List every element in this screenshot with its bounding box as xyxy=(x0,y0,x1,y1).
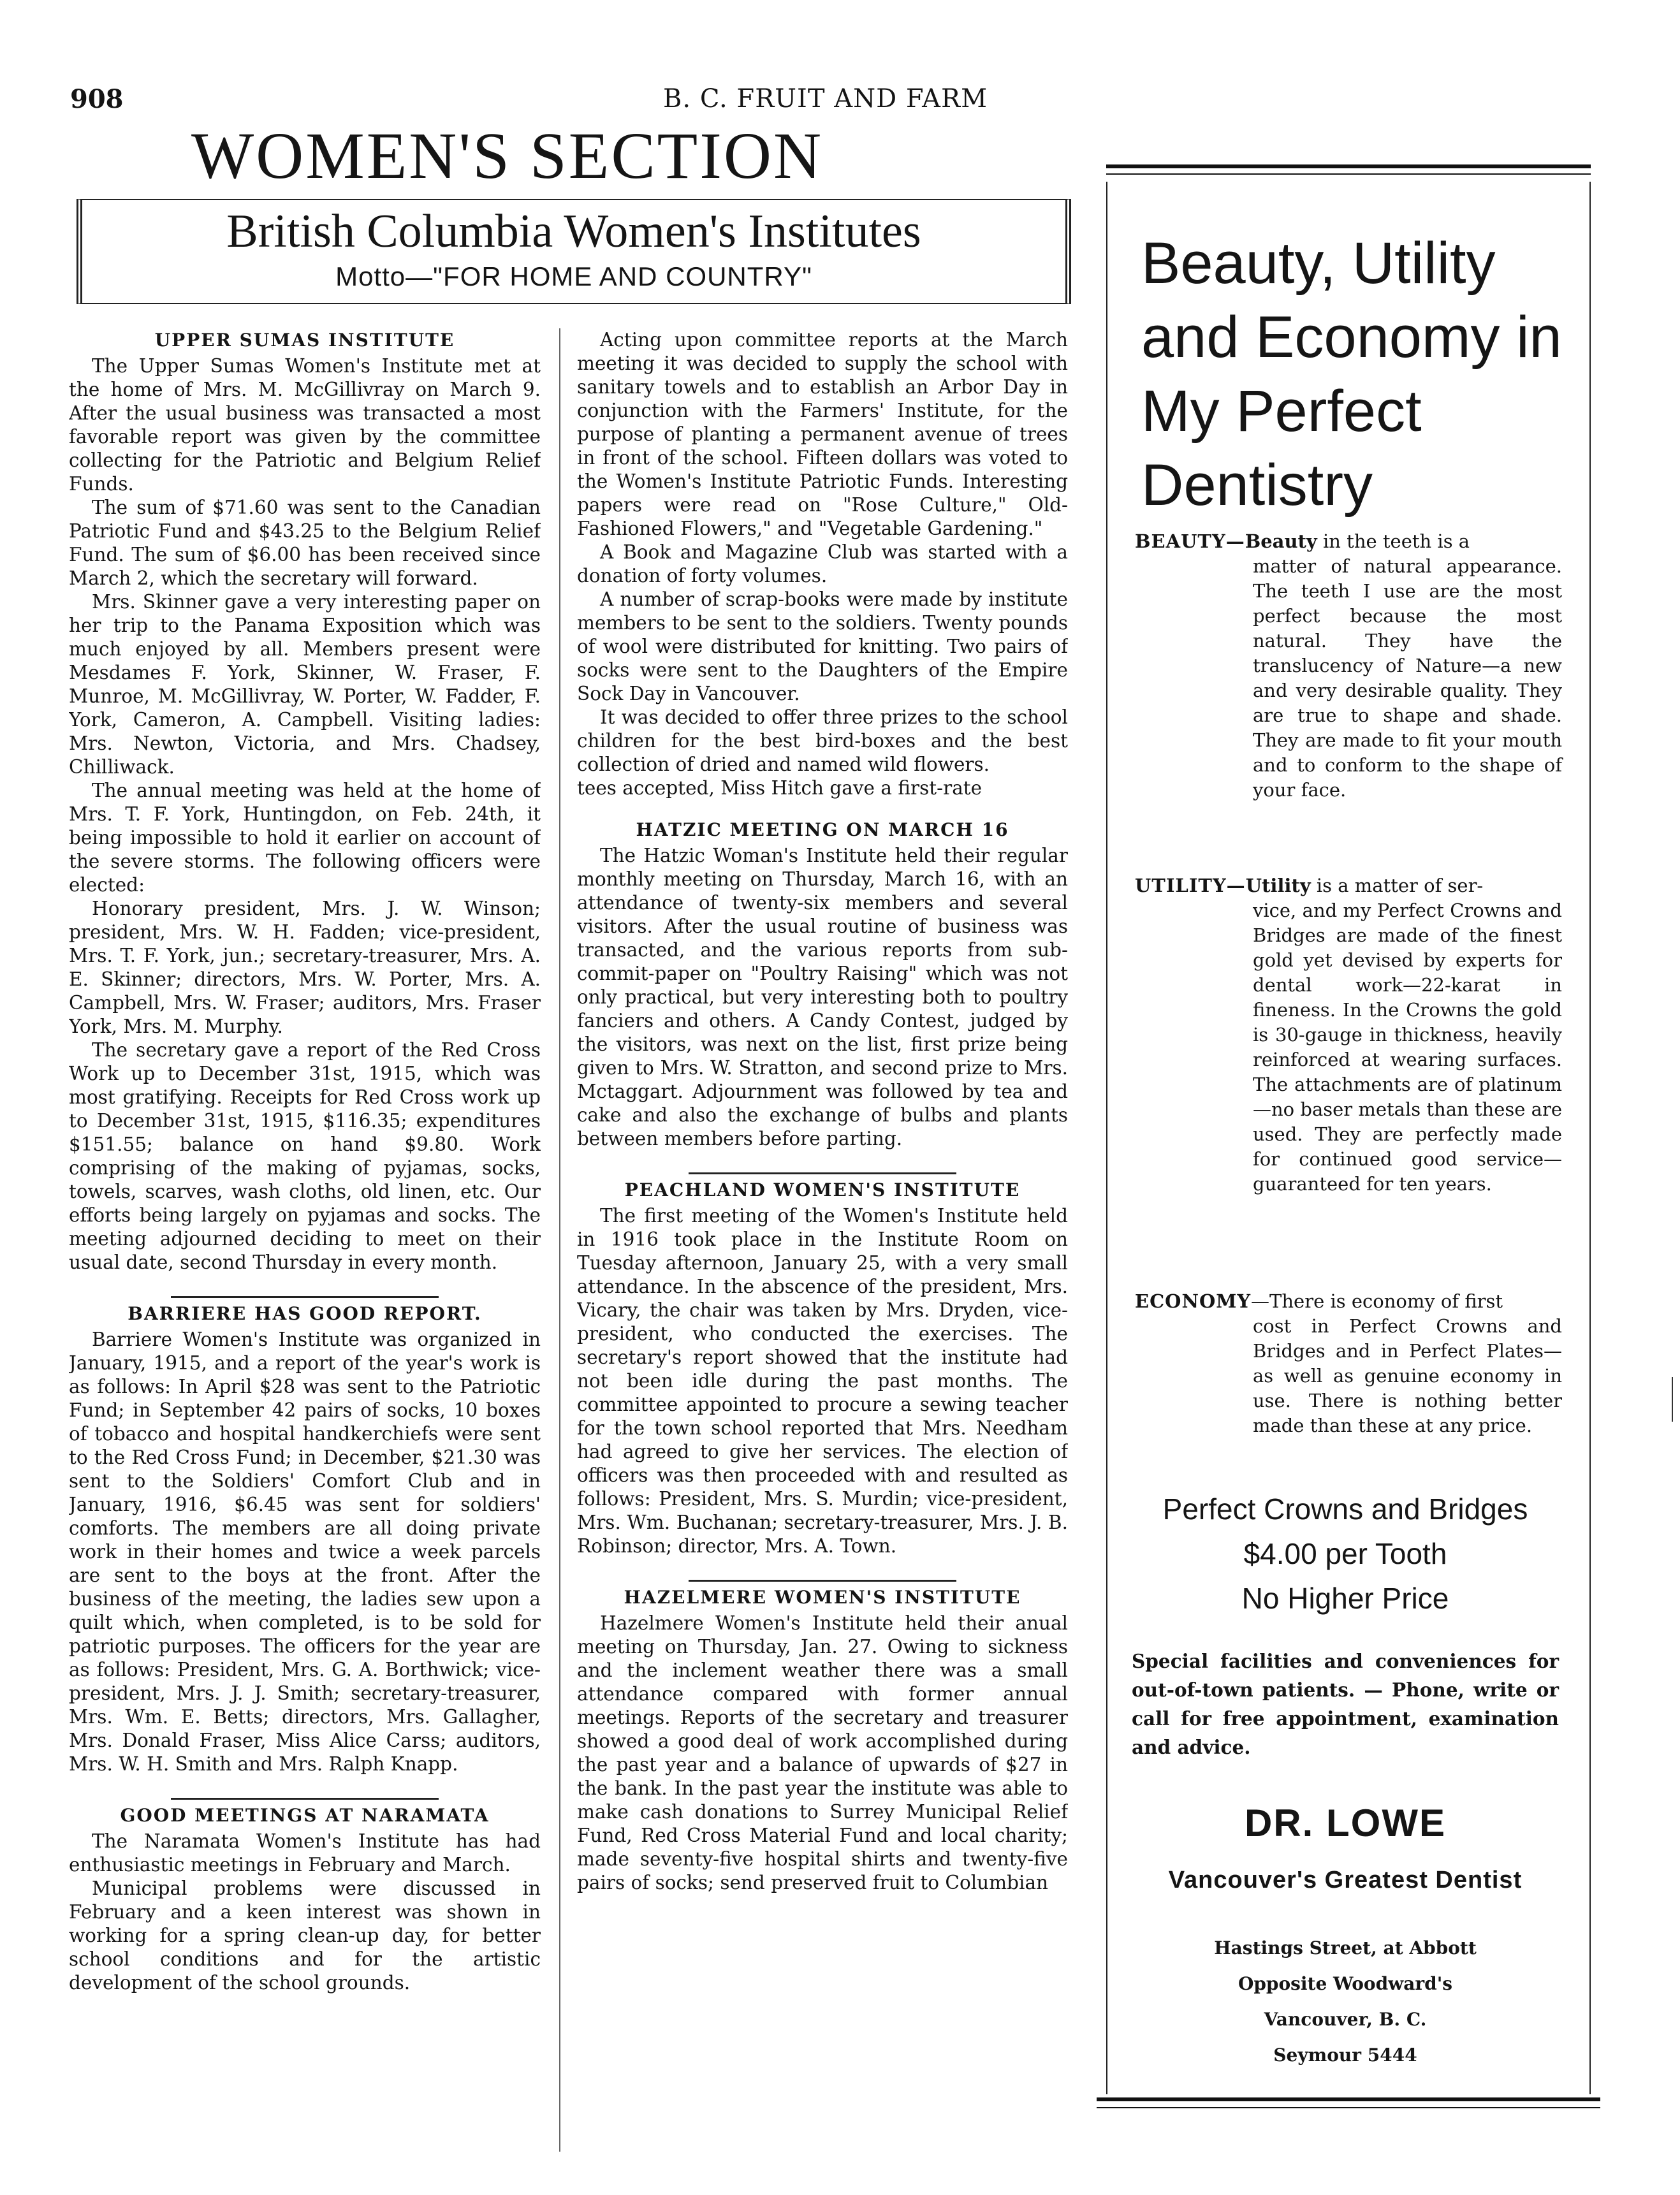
article-heading-naramata: GOOD MEETINGS AT NARAMATA xyxy=(120,1805,490,1826)
article-heading-hatzic: HATZIC MEETING ON MARCH 16 xyxy=(636,819,1009,840)
ad-lead: Beauty xyxy=(1245,530,1317,552)
offer-price: $4.00 per Tooth xyxy=(1243,1537,1447,1570)
paragraph: A Book and Magazine Club was started with a donation of forty volumes. xyxy=(577,541,1068,587)
facilities-text: Special facilities and conveniences for out-of-town patients. — Phone, write or call for free appointment, examination and advice. xyxy=(1132,1650,1559,1758)
ad-lead: Utility xyxy=(1245,875,1311,896)
paragraph: The annual meeting was held at the home of Mrs. T. F. York, Huntingdon, on Feb. 24th, it being impossible to hold it earlier on account of the severe storms. The following officers were elected: xyxy=(69,780,541,896)
offer-line: No Higher Price xyxy=(1241,1582,1449,1615)
ad-text-first: —There is economy of first xyxy=(1251,1290,1503,1312)
ad-text-rest: cost in Perfect Crowns and Bridges and in Perfect Plates—as well as genuine economy in use. There is nothing better made than these at any price. xyxy=(1253,1315,1562,1436)
price-offer xyxy=(1122,1487,1568,1621)
phone-number: Seymour 5444 xyxy=(1273,2045,1417,2066)
ad-text-rest: vice, and my Perfect Crowns and Bridges are made of the finest gold yet devised by experts for dental work—22-karat in fineness. In the Crowns the gold is 30-gauge in thickness, heavily reinforced at wearing surfaces. The attachments are of platinum—no baser metals than these are used. They are perfectly made for continued good service—guaranteed for ten years. xyxy=(1253,900,1562,1195)
dentist-tagline: Vancouver's Greatest Dentist xyxy=(1168,1867,1523,1893)
article-column-2 xyxy=(577,328,1068,2164)
paragraph: The Upper Sumas Women's Institute met at the home of Mrs. M. McGillivray on March 9. After the usual business was transacted a most favorable report was given by the committee collecting for the Patriotic and Belgium Relief Funds. xyxy=(69,355,541,495)
section-divider xyxy=(171,1296,439,1298)
paragraph: Mrs. Skinner gave a very interesting paper on her trip to the Panama Exposition which was much enjoyed by all. Members present were Mesdames F. York, Skinner, W. Fraser, F. Munroe, M. McGillivray, W. Porter, W. Fadder, F. York, Cameron, A. Campbell. Visiting ladies: Mrs. Newton, Victoria, and Mrs. Chadsey, Chilliwack. xyxy=(69,591,541,778)
paragraph: The Hatzic Woman's Institute held their regular monthly meeting on Thursday, March 16, with an attendance of twenty-six members and several visitors. After the usual routine of business was transacted, and the various reports from sub-commit-paper on "Poultry Raising" which was not only practical, but very interesting both to poultry fanciers and others. A Candy Contest, judged by the visitors, was next on the list, first prize being given to Mrs. W. Stratton, and second prize to Mrs. Mctaggart. Adjournment was followed by tea and cake and also the exchange of bulbs and plants between members before parting. xyxy=(577,845,1068,1149)
address-line: Vancouver, B. C. xyxy=(1264,2009,1427,2030)
offer-line: Perfect Crowns and Bridges xyxy=(1162,1492,1528,1526)
ad-text-first: in the teeth is a xyxy=(1317,530,1470,552)
ad-term: BEAUTY— xyxy=(1135,530,1245,552)
ad-item-economy xyxy=(1135,1289,1562,1438)
section-divider xyxy=(689,1172,956,1174)
banner-title: British Columbia Women's Institutes xyxy=(226,205,921,258)
dentist-address xyxy=(1122,1930,1568,2073)
page-number: 908 xyxy=(70,84,124,114)
article-heading-upper-sumas: UPPER SUMAS INSTITUTE xyxy=(154,330,455,351)
paragraph: The Naramata Women's Institute has had enthusiastic meetings in February and March. xyxy=(69,1830,541,1876)
section-title: WOMEN'S SECTION xyxy=(191,119,824,193)
ad-top-rule-thin xyxy=(1106,173,1591,175)
ad-item-beauty xyxy=(1135,529,1562,803)
section-divider xyxy=(171,1798,439,1800)
address-line: Opposite Woodward's xyxy=(1238,1973,1453,1994)
article-heading-barriere: BARRIERE HAS GOOD REPORT. xyxy=(128,1303,482,1324)
stray-line: tees accepted, Miss Hitch gave a first-rate xyxy=(577,777,982,799)
ad-item-utility xyxy=(1135,873,1562,1197)
ad-headline: Beauty, Utility and Economy in My Perfect Dentistry xyxy=(1141,231,1562,518)
ad-bottom-rule-thin xyxy=(1097,2107,1600,2108)
section-divider xyxy=(689,1580,956,1582)
address-line: Hastings Street, at Abbott xyxy=(1214,1937,1477,1958)
paragraph: The secretary gave a report of the Red Cross Work up to December 31st, 1915, which was most gratifying. Receipts for Red Cross work up to December 31st, 1915, $116.35; expenditures $151.55; balance on hand $9.80. Work comprising of the making of pyjamas, socks, towels, scarves, wash cloths, old linen, etc. Our efforts being largely on pyjamas and socks. The meeting adjourned deciding to meet on their usual date, second Thursday in every month. xyxy=(69,1039,541,1273)
ad-term: ECONOMY xyxy=(1135,1290,1252,1312)
ad-text-rest: matter of natural appearance. The teeth I use are the most perfect because the most natural. They have the translucency of Nature—a new and very desirable quality. They are true to shape and shade. They are made to fit your mouth and to conform to the shape of your face. xyxy=(1253,555,1562,801)
ad-term: UTILITY— xyxy=(1135,875,1246,896)
running-title: B. C. FRUIT AND FARM xyxy=(663,84,988,113)
paragraph: A number of scrap-books were made by institute members to be sent to the soldiers. Twenty pounds of wool were distributed for knitting. Two pairs of socks were sent to the Daughters of the Empire Sock Day in Vancouver. xyxy=(577,588,1068,704)
paragraph: Municipal problems were discussed in February and a keen interest was shown in working for a spring clean-up day, for better school conditions and for the artistic development of the school grounds. xyxy=(69,1878,541,1994)
dentist-name: DR. LOWE xyxy=(1245,1802,1446,1844)
paragraph: Barriere Women's Institute was organized in January, 1915, and a report of the year's work is as follows: In April $28 was sent to the Patriotic Fund; in September 42 pairs of socks, 10 boxes of tobacco and hospital handkerchiefs were sent to the Red Cross Fund; in December, $21.30 was sent to the Soldiers' Comfort Club and in January, 1916, $6.45 was sent for soldiers' comforts. The members are all doing private work in their homes and twice a week parcels are sent to the boys at the front. After the business of the meeting, the ladies sew upon a quilt which, when completed, is to be sold for patriotic purposes. The officers for the year are as follows: President, Mrs. G. A. Borthwick; vice-president, Mrs. J. J. Smith; secretary-treasurer, Mrs. Wm. E. Betts; directors, Mrs. Gallagher, Mrs. Donald Fraser, Miss Alice Carss; auditors, Mrs. W. H. Smith and Mrs. Ralph Knapp. xyxy=(69,1329,541,1775)
column-divider xyxy=(559,328,560,2152)
paragraph: Hazelmere Women's Institute held their anual meeting on Thursday, Jan. 27. Owing to sickness and the inclement weather there was a small attendance compared with former annual meetings. Reports of the secretary and treasurer showed a good deal of work accomplished during the past year and a balance of upwards of $27 in the bank. In the past year the institute was able to make cash donations to Surrey Municipal Relief Fund, Red Cross Material Fund and local charity; made seventy-five hospital shirts and twenty-five pairs of socks; send preserved fruit to Columbian xyxy=(577,1612,1068,1893)
article-heading-hazelmere: HAZELMERE WOMEN'S INSTITUTE xyxy=(624,1587,1021,1608)
ad-bottom-rule xyxy=(1097,2097,1600,2101)
scan-edge-mark xyxy=(1672,1377,1673,1422)
paragraph: The sum of $71.60 was sent to the Canadian Patriotic Fund and $43.25 to the Belgium Relief Fund. The sum of $6.00 has been received since March 2, which the secretary will forward. xyxy=(69,497,541,589)
ad-text-first: is a matter of ser- xyxy=(1310,875,1484,896)
paragraph: Honorary president, Mrs. J. W. Winson; president, Mrs. W. H. Fadden; vice-president, Mrs. T. F. York, jun.; secretary-treasurer, Mrs. A. E. Skinner; directors, Mrs. W. Porter, Mrs. A. Campbell, Mrs. W. Fraser; auditors, Mrs. Fraser York, Mrs. M. Murphy. xyxy=(69,898,541,1037)
ad-top-rule xyxy=(1106,164,1591,168)
paragraph: It was decided to offer three prizes to the school children for the best bird-boxes and the best collection of dried and named wild flowers. xyxy=(577,706,1068,775)
paragraph: Acting upon committee reports at the March meeting it was decided to supply the school with sanitary towels and to establish an Arbor Day in conjunction with the Farmers' Institute, for the purpose of planting a permanent avenue of trees in front of the school. Fifteen dollars was voted to the Women's Institute Patriotic Funds. Interesting papers were read on "Rose Culture," Old-Fashioned Flowers," and "Vegetable Gardening." xyxy=(577,329,1068,539)
institutes-banner xyxy=(77,199,1071,304)
article-heading-peachland: PEACHLAND WOMEN'S INSTITUTE xyxy=(624,1179,1021,1200)
article-column-1 xyxy=(69,328,541,2164)
banner-motto: Motto—"FOR HOME AND COUNTRY" xyxy=(335,261,812,291)
paragraph: The first meeting of the Women's Institute held in 1916 took place in the Institute Room on Tuesday afternoon, January 25, with a very small attendance. In the abscence of the president, Mrs. Vicary, the chair was taken by Mrs. Dryden, vice-president, who conducted the exercises. The secretary's report showed that the institute had not been idle during the past months. The committee appointed to procure a sewing teacher for the town school reported that Mrs. Needham had agreed to give her services. The election of officers was then proceeded with and resulted as follows: President, Mrs. S. Murdin; vice-president, Mrs. Wm. Buchanan; secretary-treasurer, Mrs. J. B. Robinson; director, Mrs. A. Town. xyxy=(577,1205,1068,1557)
